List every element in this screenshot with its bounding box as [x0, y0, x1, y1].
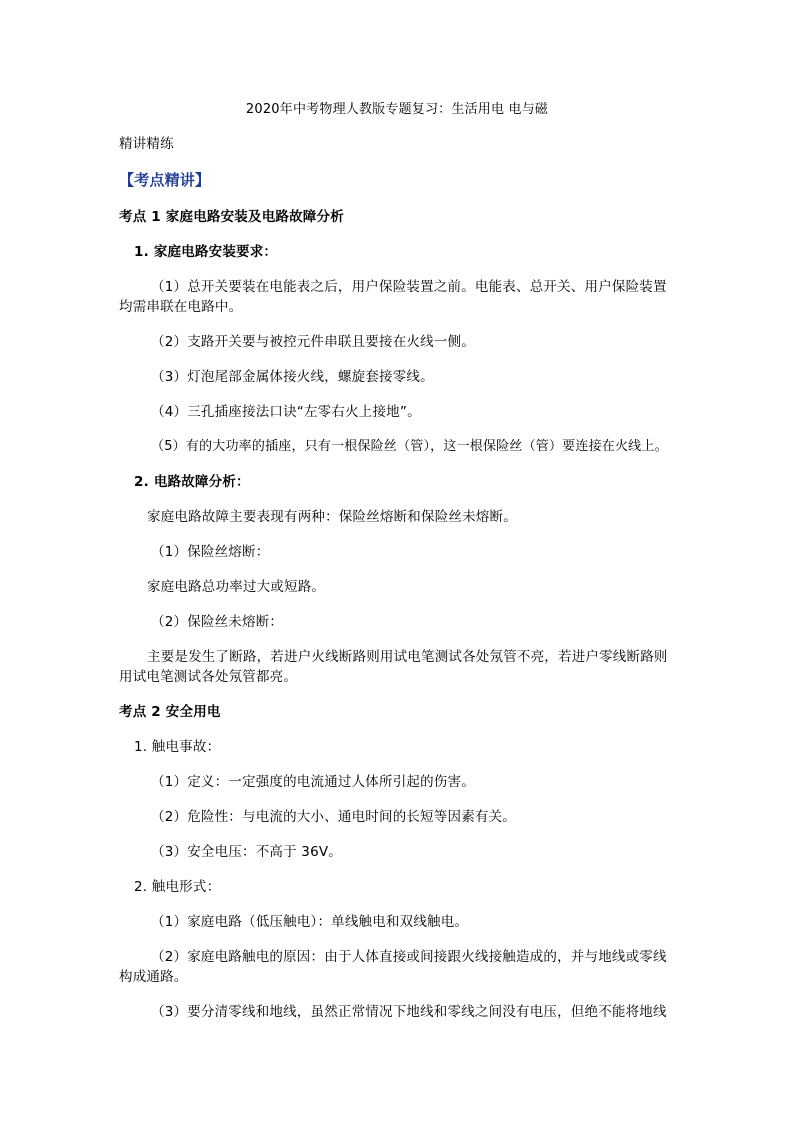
kaodian-1-sub-1-item: 均需串联在电路中。 — [119, 299, 243, 315]
kaodian-2-sub-1-item: （3）安全电压：不高于 36V。 — [151, 844, 342, 860]
kaodian-1-sub-1-heading: 1. 家庭电路安装要求： — [134, 244, 278, 260]
fault-case-1-label: （1）保险丝熔断： — [151, 544, 270, 560]
kaodian-1-sub-1-item: （4）三孔插座接法口诀“左零右火上接地”。 — [151, 404, 421, 420]
document-title: 2020年中考物理人教版专题复习：生活用电 电与磁 — [245, 102, 549, 117]
kaodian-2-sub-2-item: （3）要分清零线和地线，虽然正常情况下地线和零线之间没有电压，但绝不能将地线 — [151, 1004, 667, 1020]
fault-case-2-text: 主要是发生了断路，若进户火线断路则用试电笔测试各处氖管不亮，若进户零线断路则 — [147, 649, 668, 665]
kaodian-2-heading: 考点 2 安全用电 — [119, 704, 221, 720]
kaodian-2-sub-2-item: （1）家庭电路（低压触电）：单线触电和双线触电。 — [151, 914, 469, 930]
kaodian-1-sub-1-item: （3）灯泡尾部金属体接火线，螺旋套接零线。 — [151, 369, 434, 385]
kaodian-1-sub-1-item: （5）有的大功率的插座，只有一根保险丝（管），这一根保险丝（管）要连接在火线上。 — [151, 439, 668, 454]
kaodian-1-sub-1-item: （2）支路开关要与被控元件串联且要接在火线一侧。 — [151, 334, 475, 350]
fault-intro: 家庭电路故障主要表现有两种：保险丝熔断和保险丝未熔断。 — [147, 509, 517, 525]
kaodian-2-sub-1-heading: 1. 触电事故： — [134, 739, 221, 755]
section-tag: 【考点精讲】 — [119, 171, 211, 189]
kaodian-1-sub-2-heading: 2. 电路故障分析： — [134, 474, 250, 490]
fault-case-2-text: 用试电笔测试各处氖管都亮。 — [119, 669, 298, 685]
fault-case-1-text: 家庭电路总功率过大或短路。 — [147, 579, 326, 595]
document-subtitle: 精讲精练 — [119, 136, 174, 152]
kaodian-1-heading: 考点 1 家庭电路安装及电路故障分析 — [119, 209, 344, 225]
kaodian-2-sub-1-item: （2）危险性：与电流的大小、通电时间的长短等因素有关。 — [151, 809, 516, 825]
kaodian-2-sub-2-item: （2）家庭电路触电的原因：由于人体直接或间接跟火线接触造成的，并与地线或零线 — [151, 949, 667, 965]
kaodian-2-sub-2-heading: 2. 触电形式： — [134, 879, 221, 895]
fault-case-2-label: （2）保险丝未熔断： — [151, 614, 284, 630]
kaodian-2-sub-1-item: （1）定义：一定强度的电流通过人体所引起的伤害。 — [151, 774, 475, 790]
kaodian-2-sub-2-item: 构成通路。 — [119, 969, 188, 985]
kaodian-1-sub-1-item: （1）总开关要装在电能表之后，用户保险装置之前。电能表、总开关、用户保险装置 — [151, 279, 667, 295]
